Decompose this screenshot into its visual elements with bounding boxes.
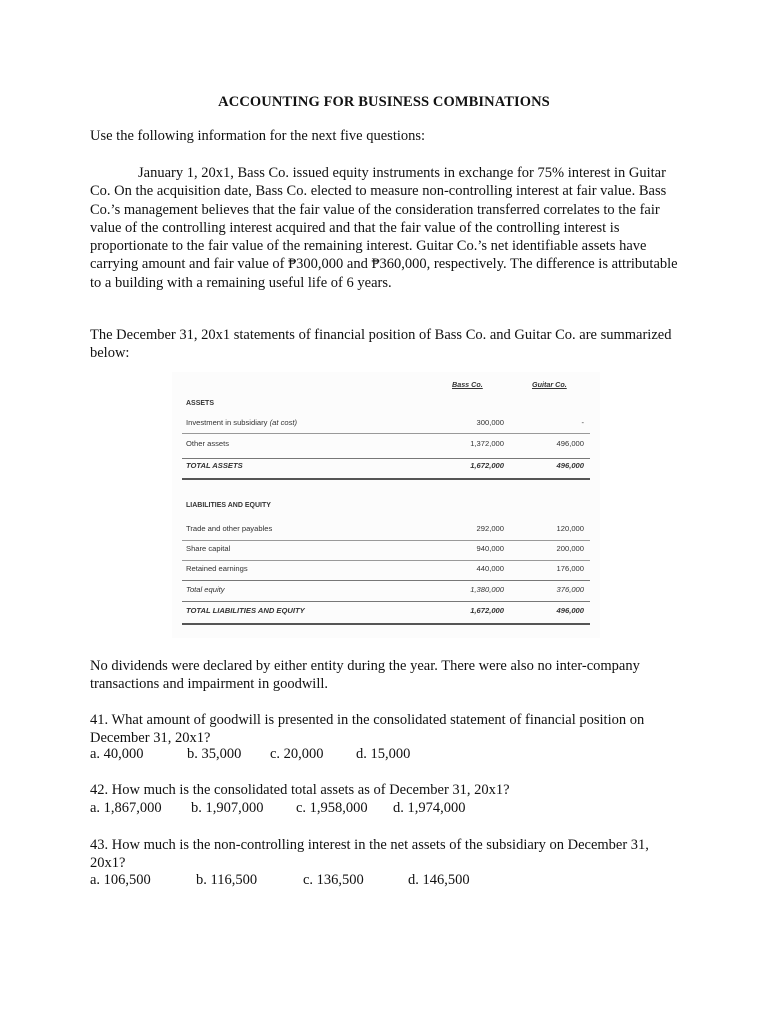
guitar-value: 496,000	[556, 439, 584, 448]
row-label-suffix: (at cost)	[269, 418, 298, 427]
note-paragraph: No dividends were declared by either entity during the year. There were also no inter-company transactions and impairment in goodwill.	[90, 658, 640, 693]
statement-intro: The December 31, 20x1 statements of financial position of Bass Co. and Guitar Co. are summarized below:	[90, 327, 672, 362]
total-underline	[182, 623, 590, 625]
table-row-total	[182, 602, 590, 620]
choice: d. 146,500	[408, 872, 470, 888]
choice: b. 35,000	[187, 746, 242, 762]
total-underline	[182, 478, 590, 480]
choices-42	[90, 800, 466, 817]
table-row	[182, 540, 590, 558]
assets-heading: ASSETS	[186, 400, 215, 407]
question-41: 41. What amount of goodwill is presented in the consolidated statement of financial position on December 31, 20x1?	[90, 712, 645, 747]
bass-value: 300,000	[476, 418, 504, 427]
guitar-value: 120,000	[556, 524, 584, 533]
guitar-value: 496,000	[556, 606, 584, 615]
scenario-paragraph: January 1, 20x1, Bass Co. issued equity instruments in exchange for 75% interest in Guitar Co. On the acquisition date, Bass Co. elected to measure non-controlling interest at fair value. Bass Co.’s management believes that the fair value of the consideration transferred correlates to the fair value of the controlling interest acquired and that the fair value of the controlling interest is proportionate to the fair value of the remaining interest. Guitar Co.’s net identifiable assets have carrying amount and fair value of ₱300,000 and ₱360,000, respectively. The difference is attributable to a building with a remaining useful life of 6 years.	[90, 165, 678, 291]
bass-value: 292,000	[476, 524, 504, 533]
table-row	[182, 581, 590, 599]
choice: d. 1,974,000	[393, 800, 466, 816]
row-label: Retained earnings	[186, 564, 248, 573]
financial-position-table	[172, 372, 600, 638]
choice: c. 20,000	[270, 746, 324, 762]
bass-value: 1,372,000	[470, 439, 504, 448]
table-row	[182, 414, 590, 432]
row-label: Investment in subsidiary	[186, 418, 268, 427]
guitar-value: 496,000	[556, 461, 584, 470]
col-header-guitar: Guitar Co.	[532, 380, 567, 389]
question-43: 43. How much is the non-controlling interest in the net assets of the subsidiary on December 31, 20x1?	[90, 837, 649, 872]
choices-41	[90, 746, 410, 763]
liabilities-equity-heading: LIABILITIES AND EQUITY	[186, 502, 271, 509]
choice: c. 1,958,000	[296, 800, 368, 816]
choice: a. 1,867,000	[90, 800, 162, 816]
intro-text: Use the following information for the next five questions:	[90, 128, 426, 144]
table-row	[182, 435, 590, 453]
table-row-total	[182, 457, 590, 475]
choice: c. 136,500	[303, 872, 364, 888]
table-row	[182, 560, 590, 578]
choice: b. 116,500	[196, 872, 258, 888]
choice: a. 106,500	[90, 872, 151, 888]
bass-value: 440,000	[476, 564, 504, 573]
bass-value: 1,672,000	[470, 606, 504, 615]
row-label: Share capital	[186, 544, 231, 553]
bass-value: 940,000	[476, 544, 504, 553]
row-label: TOTAL LIABILITIES AND EQUITY	[186, 606, 305, 615]
choice: a. 40,000	[90, 746, 144, 762]
choice: b. 1,907,000	[191, 800, 264, 816]
guitar-value: 200,000	[556, 544, 584, 553]
row-divider	[182, 433, 590, 434]
guitar-value: 376,000	[556, 585, 584, 594]
bass-value: 1,380,000	[470, 585, 504, 594]
bass-value: 1,672,000	[470, 461, 504, 470]
row-label: Other assets	[186, 439, 230, 448]
col-header-bass: Bass Co.	[452, 380, 483, 389]
guitar-value: 176,000	[556, 564, 584, 573]
guitar-value: -	[581, 418, 584, 427]
row-label: Total equity	[186, 585, 225, 594]
row-label: Trade and other payables	[186, 524, 273, 533]
choice: d. 15,000	[356, 746, 411, 762]
table-row	[182, 520, 590, 538]
row-label: TOTAL ASSETS	[186, 461, 243, 470]
question-42: 42. How much is the consolidated total assets as of December 31, 20x1?	[90, 782, 510, 798]
choices-43	[90, 872, 470, 889]
page-title: ACCOUNTING FOR BUSINESS COMBINATIONS	[218, 94, 550, 110]
